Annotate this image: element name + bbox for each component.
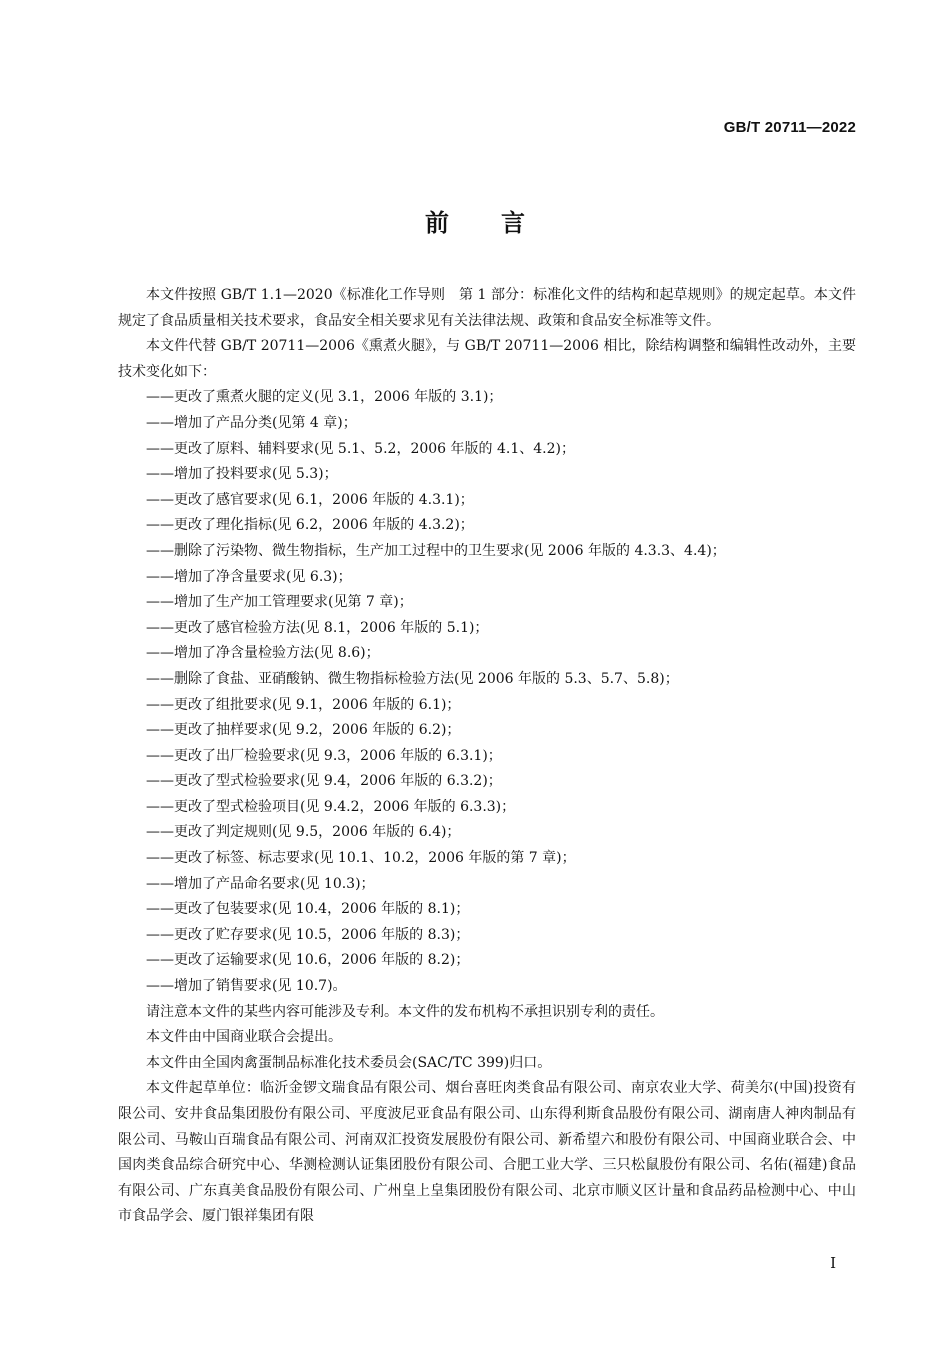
paragraph-replacement: 本文件代替 GB/T 20711—2006《熏煮火腿》，与 GB/T 20711—2006 相比，除结构调整和编辑性改动外，主要技术变化如下： xyxy=(118,338,856,380)
list-item: ——更改了型式检验项目(见 9.4.2，2006 年版的 6.3.3)； xyxy=(146,798,516,815)
list-item: ——更改了熏煮火腿的定义(见 3.1，2006 年版的 3.1)； xyxy=(146,389,503,406)
list-item: ——增加了销售要求(见 10.7)。 xyxy=(146,978,347,995)
page-number: I xyxy=(830,1254,836,1272)
page-title: 前言 xyxy=(425,209,577,237)
list-item: ——增加了净含量检验方法(见 8.6)； xyxy=(146,645,380,662)
list-item: ——更改了抽样要求(见 9.2，2006 年版的 6.2)； xyxy=(146,722,461,739)
list-item: ——更改了包装要求(见 10.4，2006 年版的 8.1)； xyxy=(146,901,470,918)
list-item: ——更改了理化指标(见 6.2，2006 年版的 4.3.2)； xyxy=(146,517,474,534)
list-item: ——更改了贮存要求(见 10.5，2006 年版的 8.3)； xyxy=(146,926,470,943)
document-body xyxy=(118,283,856,1230)
list-item: ——更改了型式检验要求(见 9.4，2006 年版的 6.3.2)； xyxy=(146,773,502,790)
paragraph-drafting-rules: 本文件按照 GB/T 1.1—2020《标准化工作导则 第 1 部分：标准化文件的结构和起草规则》的规定起草。本文件规定了食品质量相关技术要求，食品安全相关要求见有关法律法规、政策和食品安全标准等文件。 xyxy=(118,287,856,329)
list-item: ——更改了运输要求(见 10.6，2006 年版的 8.2)； xyxy=(146,952,470,969)
paragraph-proposer: 本文件由中国商业联合会提出。 xyxy=(146,1029,342,1046)
list-item: ——增加了产品命名要求(见 10.3)； xyxy=(146,875,375,892)
list-item: ——更改了出厂检验要求(见 9.3，2006 年版的 6.3.1)； xyxy=(146,747,502,764)
list-item: ——删除了污染物、微生物指标，生产加工过程中的卫生要求(见 2006 年版的 4.3.3、4.4)； xyxy=(146,542,726,559)
list-item: ——更改了原料、辅料要求(见 5.1、5.2，2006 年版的 4.1、4.2)； xyxy=(146,440,575,457)
list-item: ——增加了产品分类(见第 4 章)； xyxy=(146,414,357,431)
standard-number: GB/T 20711—2022 xyxy=(723,119,856,136)
list-item: ——删除了食盐、亚硝酸钠、微生物指标检验方法(见 2006 年版的 5.3、5.7、5.8)； xyxy=(146,670,679,687)
list-item: ——更改了组批要求(见 9.1，2006 年版的 6.1)； xyxy=(146,696,461,713)
list-item: ——更改了感官要求(见 6.1，2006 年版的 4.3.1)； xyxy=(146,491,474,508)
list-item: ——增加了投料要求(见 5.3)； xyxy=(146,466,338,483)
list-item: ——更改了标签、标志要求(见 10.1、10.2，2006 年版的第 7 章)； xyxy=(146,850,576,867)
list-item: ——增加了生产加工管理要求(见第 7 章)； xyxy=(146,594,413,611)
list-item: ——更改了判定规则(见 9.5，2006 年版的 6.4)； xyxy=(146,824,461,841)
technical-changes-list xyxy=(118,385,856,999)
paragraph-patent-notice: 请注意本文件的某些内容可能涉及专利。本文件的发布机构不承担识别专利的责任。 xyxy=(146,1003,664,1020)
paragraph-drafting-units: 本文件起草单位：临沂金锣文瑞食品有限公司、烟台喜旺肉类食品有限公司、南京农业大学、荷美尔(中国)投资有限公司、安井食品集团股份有限公司、平度波尼亚食品有限公司、山东得利斯食品股份有限公司、湖南唐人神肉制品有限公司、马鞍山百瑞食品有限公司、河南双汇投资发展股份有限公司、新希望六和股份有限公司、中国商业联合会、中国肉类食品综合研究中心、华测检测认证集团股份有限公司、合肥工业大学、三只松鼠股份有限公司、名佑(福建)食品有限公司、广东真美食品股份有限公司、广州皇上皇集团股份有限公司、北京市顺义区计量和食品药品检测中心、中山市食品学会、厦门银祥集团有限 xyxy=(118,1080,856,1225)
list-item: ——更改了感官检验方法(见 8.1，2006 年版的 5.1)； xyxy=(146,619,489,636)
list-item: ——增加了净含量要求(见 6.3)； xyxy=(146,568,352,585)
paragraph-committee: 本文件由全国肉禽蛋制品标准化技术委员会(SAC/TC 399)归口。 xyxy=(146,1054,552,1071)
